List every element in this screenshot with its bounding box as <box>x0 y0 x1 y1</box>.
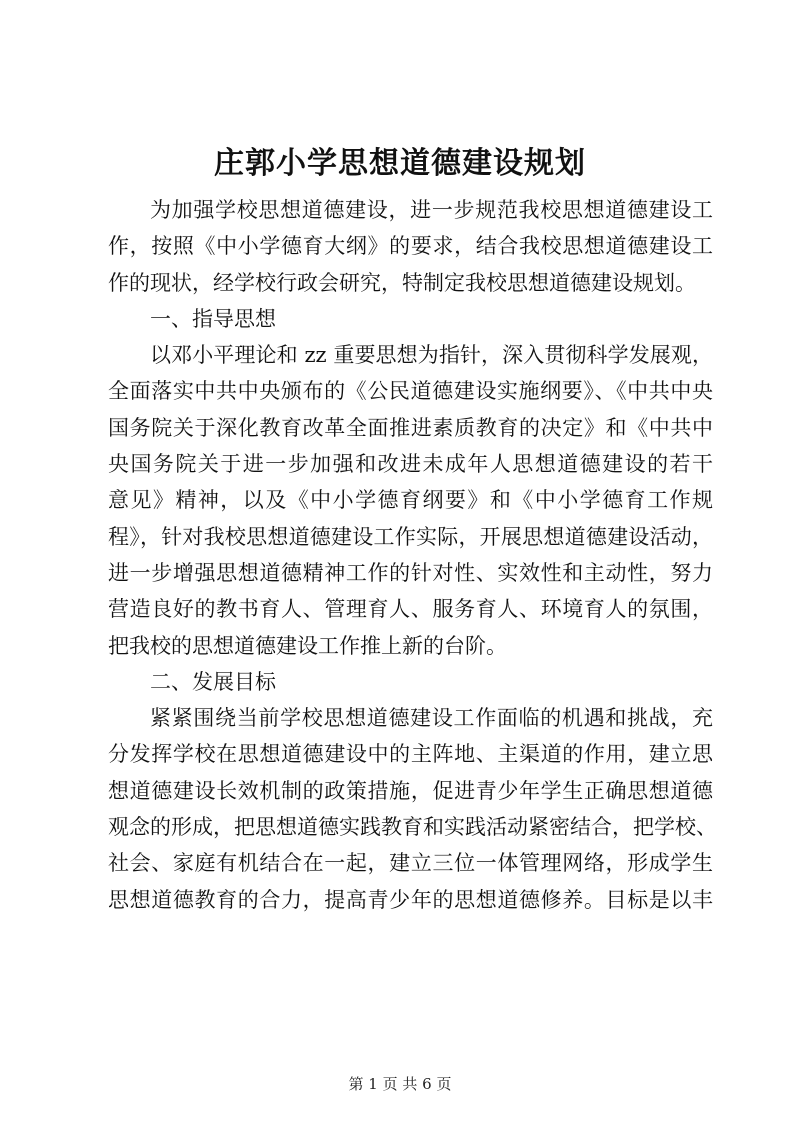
section-heading: 二、发展目标 <box>150 669 276 694</box>
paragraph-line: 社会、家庭有机结合在一起，建立三位一体管理网络，形成学生 <box>108 851 713 876</box>
paragraph-line: 作的现状，经学校行政会研究，特制定我校思想道德建设规划。 <box>108 270 696 295</box>
document-body <box>108 192 717 918</box>
paragraph-line: 国务院关于深化教育改革全面推进素质教育的决定》和《中共中 <box>108 415 713 440</box>
paragraph-line: 思想道德教育的合力，提高青少年的思想道德修养。目标是以丰 <box>108 887 713 912</box>
paragraph-line: 程》，针对我校思想道德建设工作实际，开展思想道德建设活动， <box>108 524 713 549</box>
section-heading: 一、指导思想 <box>150 306 276 331</box>
page-title: 庄郭小学思想道德建设规划 <box>214 146 586 181</box>
paragraph-line: 以邓小平理论和 zz 重要思想为指针，深入贯彻科学发展观， <box>150 343 713 368</box>
page-footer: 第 1 页 共 6 页 <box>348 1075 452 1093</box>
paragraph-line: 观念的形成，把思想道德实践教育和实践活动紧密结合，把学校、 <box>108 815 717 840</box>
paragraph-line: 营造良好的教书育人、管理育人、服务育人、环境育人的氛围， <box>108 597 713 622</box>
paragraph-line: 作，按照《中小学德育大纲》的要求，结合我校思想道德建设工 <box>108 234 713 259</box>
paragraph-line: 想道德建设长效机制的政策措施，促进青少年学生正确思想道德 <box>108 778 713 803</box>
paragraph-line: 紧紧围绕当前学校思想道德建设工作面临的机遇和挑战，充 <box>150 706 713 731</box>
paragraph-line: 把我校的思想道德建设工作推上新的台阶。 <box>108 633 507 658</box>
paragraph-line: 为加强学校思想道德建设，进一步规范我校思想道德建设工 <box>150 198 713 222</box>
paragraph-line: 意见》精神，以及《中小学德育纲要》和《中小学德育工作规 <box>108 488 713 513</box>
paragraph-line: 分发挥学校在思想道德建设中的主阵地、主渠道的作用，建立思 <box>108 742 713 767</box>
paragraph-line: 进一步增强思想道德精神工作的针对性、实效性和主动性，努力 <box>108 560 713 585</box>
paragraph-line: 全面落实中共中央颁布的《公民道德建设实施纲要》、《中共中央 <box>108 379 713 404</box>
paragraph-line: 央国务院关于进一步加强和改进未成年人思想道德建设的若干 <box>108 452 713 477</box>
